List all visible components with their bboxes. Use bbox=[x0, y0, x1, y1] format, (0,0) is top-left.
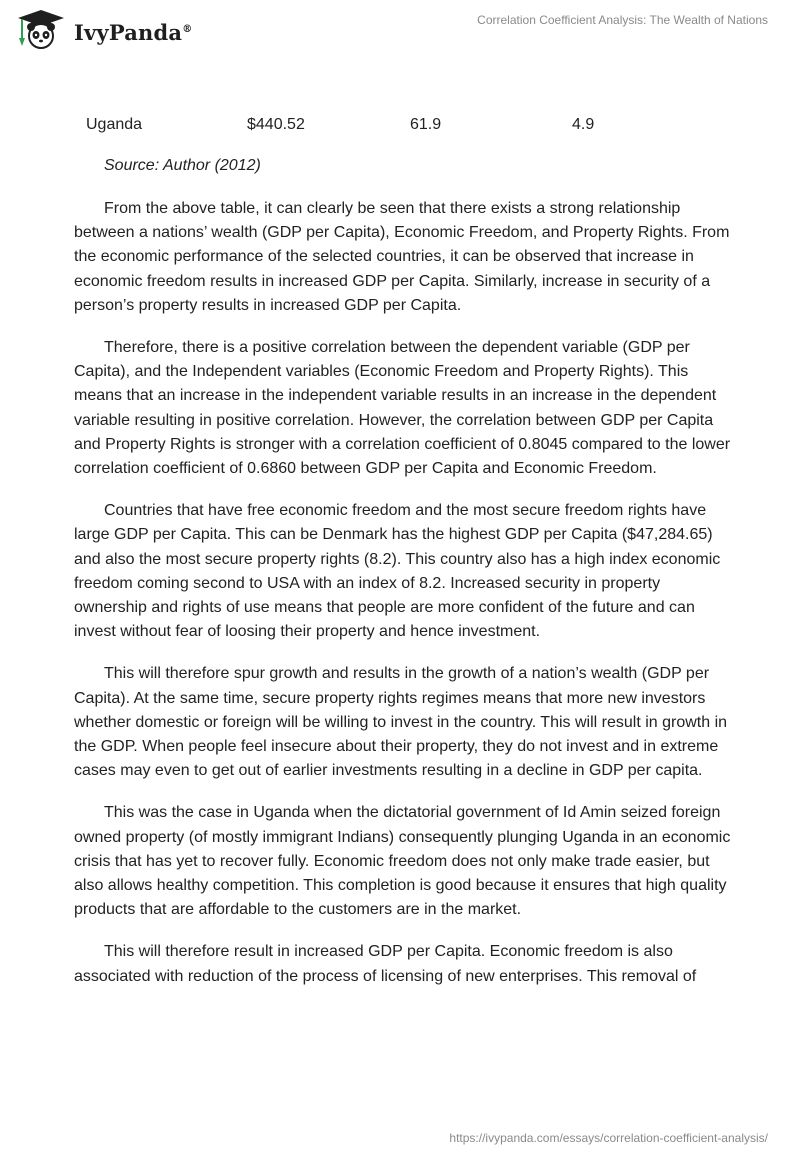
paragraph: This will therefore spur growth and results in the growth of a nation’s wealth (GDP per Capita). At the same time, secure property rights regimes means that more new investors whether domestic or foreign will be willing to invest in the country. This will result in growth in the GDP. When people feel insecure about their property, they do not invest and in extreme cases may even to get out of earlier investments resulting in a decline in GDP per capita. bbox=[74, 665, 728, 780]
table-row bbox=[0, 116, 800, 138]
paragraph: This will therefore result in increased GDP per Capita. Economic freedom is also associated with reduction of the process of licensing of new enterprises. This removal of bbox=[74, 943, 697, 985]
brand-logo[interactable] bbox=[14, 8, 192, 52]
paragraph: Therefore, there is a positive correlation between the dependent variable (GDP per Capita), and the Independent variables (Economic Freedom and Property Rights). This means that an increase in the independent variable results in an increase in the dependent variable resulting in positive correlation. However, the correlation between GDP per Capita and Property Rights is stronger with a correlation coefficient of 0.8045 compared to the lower correlation coefficient of 0.6860 between GDP per Capita and Economic Freedom. bbox=[74, 339, 731, 478]
table-source-caption: Source: Author (2012) bbox=[104, 157, 261, 174]
paragraph: From the above table, it can clearly be seen that there exists a strong relationship between a nations’ wealth (GDP per Capita), Economic Freedom, and Property Rights. From the economic performance of the selected countries, it can be observed that increase in economic freedom results in increased GDP per Capita. Similarly, increase in security of a person’s property results in increased GDP per Capita. bbox=[74, 200, 730, 314]
table-cell-country: Uganda bbox=[86, 116, 143, 133]
paragraph: This was the case in Uganda when the dictatorial government of Id Amin seized foreign owned property (of mostly immigrant Indians) consequently plunging Uganda in an economic crisis that has yet to recover fully. Economic freedom does not only make trade easier, but also allows healthy competition. This completion is good because it ensures that high quality products that are affordable to the customers are in the market. bbox=[74, 804, 731, 919]
brand-name: IvyPanda® bbox=[74, 19, 193, 45]
table-cell-economic-freedom: 61.9 bbox=[410, 116, 442, 133]
table-cell-property-rights: 4.9 bbox=[572, 116, 595, 133]
paragraph: Countries that have free economic freedom and the most secure freedom rights have large GDP per Capita. This can be Denmark has the highest GDP per Capita ($47,284.65) and also the most secure property rights (8.2). This country also has a high index economic freedom coming second to USA with an index of 8.2. Increased security in property ownership and rights of use means that people are more confident of the future and can invest without fear of loosing their property and hence investment. bbox=[74, 502, 721, 641]
panda-graduate-icon bbox=[14, 8, 68, 52]
page-header bbox=[0, 0, 800, 70]
essay-body bbox=[74, 197, 734, 1007]
source-url-link[interactable]: https://ivypanda.com/essays/correlation-coefficient-analysis/ bbox=[449, 1131, 768, 1145]
document-title: Correlation Coefficient Analysis: The Wealth of Nations bbox=[477, 13, 768, 27]
table-cell-gdp: $440.52 bbox=[247, 116, 305, 133]
